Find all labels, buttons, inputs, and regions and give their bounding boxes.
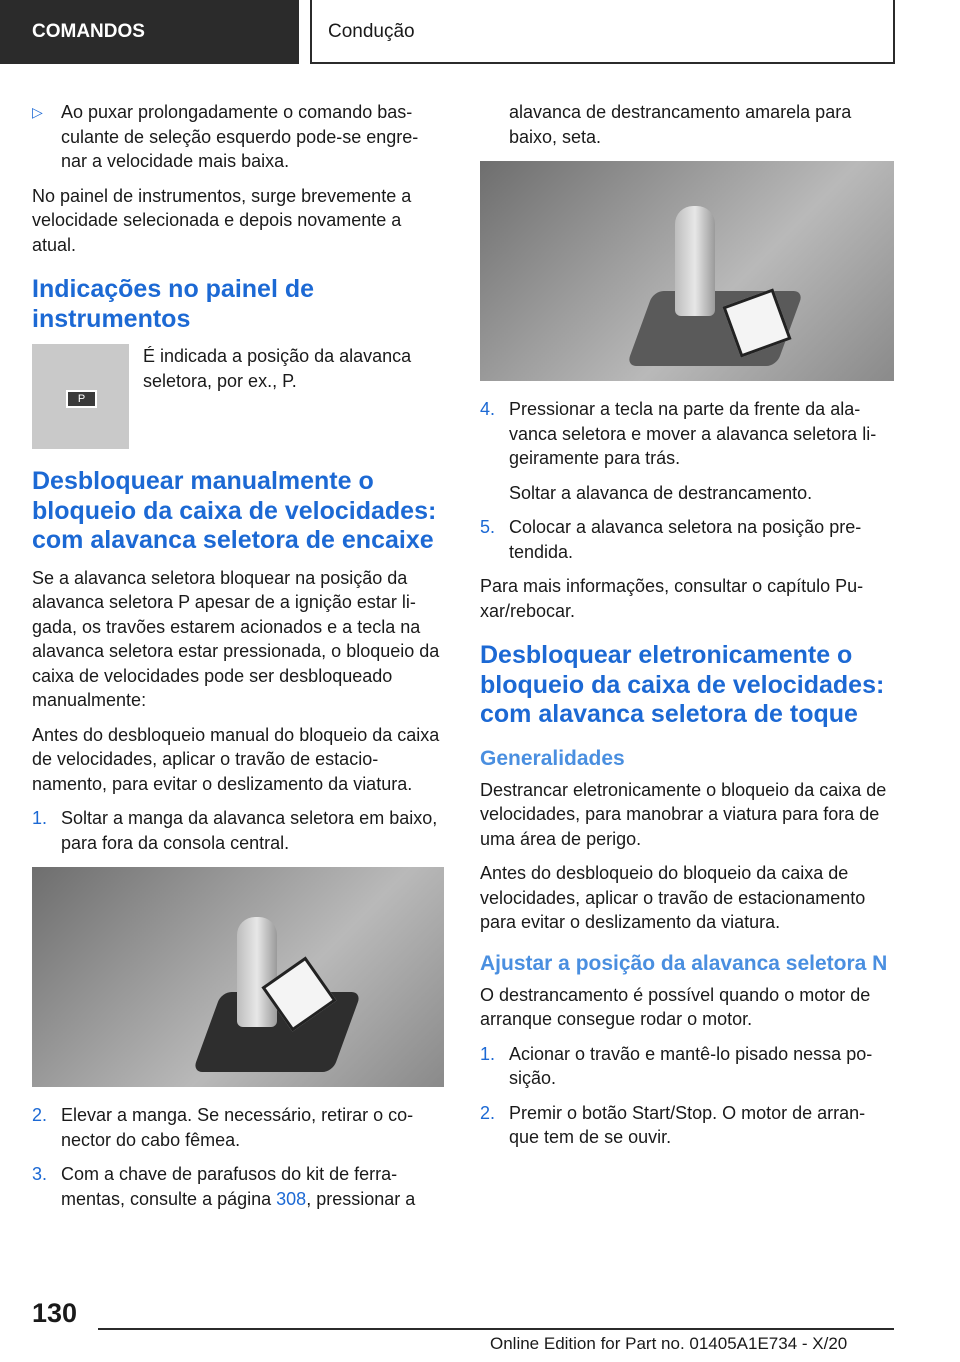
paragraph: O destrancamento é possível quando o motor de arranque consegue rodar o motor.	[480, 984, 871, 1029]
step-number: 2.	[32, 1105, 48, 1125]
paragraph: Destrancar eletronicamente o bloqueio da caixa de velocidades, para manobrar a viatura para fora de uma área de perigo.	[480, 779, 887, 849]
continued-text: alavanca de destrancamento amarela para baixo, seta.	[509, 102, 852, 147]
list-item-text: Ao puxar prolongadamente o comando bas-culante de seleção esquerdo pode-se engre-nar a velocidade mais baixa.	[61, 102, 419, 171]
step-text	[61, 1162, 444, 1211]
footer-divider	[98, 1328, 894, 1330]
right-column	[480, 100, 894, 1160]
step-number: 3.	[32, 1164, 48, 1184]
paragraph: Para mais informações, consultar o capítulo Pu-xar/rebocar.	[480, 576, 864, 621]
page-link[interactable]: 308	[276, 1188, 307, 1209]
unlock-lever-photo	[480, 161, 894, 381]
left-column	[32, 100, 444, 1221]
paragraph: No painel de instrumentos, surge brevemente a velocidade selecionada e depois novamente a atual.	[32, 185, 412, 255]
list-item	[32, 1103, 444, 1152]
indicator-image	[32, 344, 129, 449]
list-item	[480, 397, 894, 471]
paragraph: Se a alavanca seletora bloquear na posição da alavanca seletora P apesar de a ignição estar li-gada, os travões estarem acionados e a tecla na alavanca seletora estar pressionada, o bloqueio da caixa de velocidades pode ser desbloqueado manualmente:	[32, 567, 440, 710]
heading-generalidades: Generalidades	[480, 746, 625, 770]
heading-ajustar: Ajustar a posição da alavanca seletora N	[480, 951, 888, 975]
lever-image	[237, 917, 277, 1027]
list-item	[32, 806, 444, 855]
step-number: 4.	[480, 399, 496, 419]
step-number: 1.	[480, 1043, 496, 1064]
indicator-text: É indicada a posição da alavanca seletora, por ex., P.	[143, 346, 412, 391]
chapter-tab: Condução	[310, 0, 895, 64]
step-text: Colocar a alavanca seletora na posição pre-tendida.	[509, 517, 862, 562]
step-extra-text: Soltar a alavanca de destrancamento.	[509, 482, 813, 503]
list-item	[32, 100, 444, 174]
gear-position-icon: P	[66, 390, 97, 408]
step-text: Acionar o travão e mantê-lo pisado nessa po-sição.	[509, 1043, 873, 1088]
list-item	[480, 515, 894, 564]
paragraph: Antes do desbloqueio do bloqueio da caixa de velocidades, aplicar o travão de estacionamento para evitar o deslizamento da viatura.	[480, 863, 866, 932]
list-item	[480, 1101, 894, 1150]
step-text: Pressionar a tecla na parte da frente da ala-vanca seletora e mover a alavanca seletora li-geiramente para trás.	[509, 399, 877, 468]
step-number: 5.	[480, 517, 496, 537]
footer-edition: Online Edition for Part no. 01405A1E734 - X/20	[490, 1334, 848, 1353]
heading-desbloquear-eletronico: Desbloquear eletronicamente o bloqueio da caixa de velocidades: com alavanca seletora de toque	[480, 641, 885, 728]
step-text: Soltar a manga da alavanca seletora em baixo, para fora da consola central.	[61, 808, 438, 853]
section-tab: COMANDOS	[0, 0, 299, 64]
indicator-block	[32, 344, 444, 449]
step-text-part: , pressionar a	[306, 1188, 416, 1209]
step-number: 2.	[480, 1102, 496, 1123]
heading-desbloquear-manual: Desbloquear manualmente o bloqueio da caixa de velocidades: com alavanca seletora de encaixe	[32, 467, 437, 554]
step-text-part: Com a chave de parafusos do kit de ferra-mentas, consulte a página	[61, 1164, 398, 1209]
page-number: 130	[32, 1298, 78, 1328]
heading-indicacoes: Indicações no painel de instrumentos	[32, 275, 315, 333]
triangle-bullet-icon: ▷	[32, 104, 43, 120]
list-item	[32, 1162, 444, 1211]
list-item	[480, 1042, 894, 1091]
step-number: 1.	[32, 808, 48, 828]
gear-lever-photo	[32, 867, 444, 1087]
lever-image	[675, 206, 715, 316]
paragraph: Antes do desbloqueio manual do bloqueio da caixa de velocidades, aplicar o travão de estacio-namento, para evitar o deslizamento da viatura.	[32, 724, 440, 794]
step-text: Elevar a manga. Se necessário, retirar o co-nector do cabo fêmea.	[61, 1105, 414, 1150]
step-text: Premir o botão Start/Stop. O motor de arran-que tem de se ouvir.	[509, 1102, 866, 1147]
